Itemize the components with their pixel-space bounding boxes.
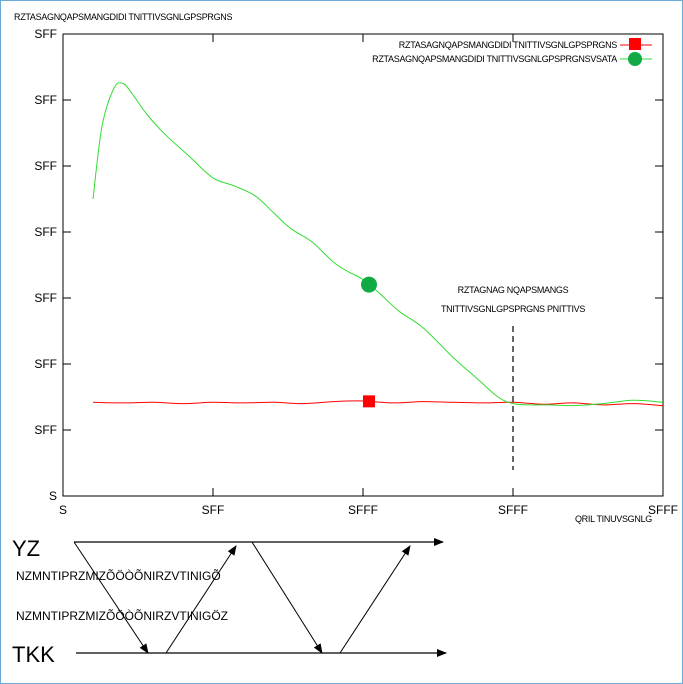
arrow-diagram <box>12 536 446 667</box>
message-arrow-1 <box>74 542 148 653</box>
x-tick-label: SFFF <box>348 503 378 517</box>
message-arrow-4 <box>340 546 410 653</box>
annotation <box>441 285 585 470</box>
diagram-bottom-label: TKK <box>12 642 55 667</box>
series-1-line <box>93 401 663 406</box>
series-group <box>93 83 663 408</box>
y-axis <box>34 27 663 503</box>
diagram-text-1: NZMNTIPRZMIZÕÖÒÕNIRZVTINIGÕ <box>16 569 221 583</box>
x-tick-label: SFF <box>201 503 225 517</box>
series-2-marker <box>361 277 377 293</box>
legend-marker-series-1 <box>629 38 641 50</box>
series-1-marker <box>363 395 375 407</box>
annotation-line-1: RZTAGNAG NQAPSMANGS <box>457 285 569 295</box>
diagram-text-2: NZMNTIPRZMIZÕÖÒÕNIRZVTINIGÖZ <box>16 609 228 623</box>
y-tick-label: SFF <box>34 357 57 371</box>
y-tick-label: SFF <box>34 159 57 173</box>
chart-title: RZTASAGNQAPSMANGDIDI TNITTIVSGNLGPSPRGNS <box>14 12 233 22</box>
x-tick-label: SFFF <box>648 503 678 517</box>
x-axis <box>59 34 678 517</box>
y-tick-label: SFF <box>34 93 57 107</box>
diagram-top-label: YZ <box>12 536 41 561</box>
legend-marker-series-2 <box>628 52 642 66</box>
message-arrow-3 <box>252 542 322 653</box>
x-tick-label: SFFF <box>498 503 528 517</box>
y-tick-label: SFF <box>34 423 57 437</box>
y-tick-label: SFF <box>34 291 57 305</box>
x-tick-label: S <box>58 503 68 517</box>
legend-label-series-1: RZTASAGNQAPSMANGDIDI TNITTIVSGNLGPSPRGNS <box>398 40 617 50</box>
plot-area <box>63 34 663 496</box>
message-arrow-2 <box>166 546 236 653</box>
legend <box>372 38 652 66</box>
y-tick-label: SFF <box>34 27 57 41</box>
x-axis-label: QRIL TINUVSGNLG <box>574 514 652 524</box>
y-tick-label: S <box>48 489 57 503</box>
series-2-line <box>93 83 663 406</box>
annotation-line-2: TNITTIVSGNLGPSPRGNS PNITTIVS <box>440 304 586 314</box>
legend-label-series-2: RZTASAGNQAPSMANGDIDI TNITTIVSGNLGPSPRGNSVSATA <box>372 54 617 64</box>
y-tick-label: SFF <box>34 225 57 239</box>
